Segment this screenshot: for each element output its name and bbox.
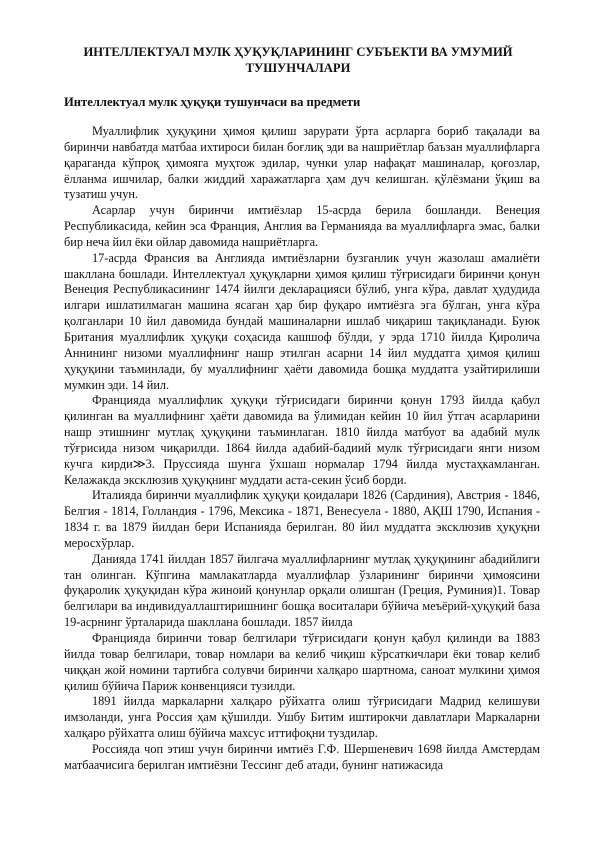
paragraph: Францияда биринчи товар белгилари тўғрисидаги қонун қабул қилинди ва 1883 йилда товар белгилари, товар номлари ва келиб чиқиш кўрсаткичлари ёки товар келиб чиққан жой номини тартибга солувчи биринчи халқаро шартнома, саноат мулкини ҳимоя қилиш бўйича Париж конвенцияси тузилди.	[64, 631, 540, 693]
document-title: ИНТЕЛЛЕКТУАЛ МУЛК ҲУҚУҚЛАРИНИНГ СУБЪЕКТИ ВА УМУМИЙ ТУШУНЧАЛАРИ	[83, 45, 513, 75]
paragraph: Италияда биринчи муаллифлик ҳуқуқи қоидалари 1826 (Сардиния), Австрия - 1846, Белгия - 1814, Голландия - 1796, Мексика - 1871, Венесуела - 1880, АҚШ 1790, Испания - 1834 г. ва 1879 йилдан бери Испанияда берилган. 80 йил муддатга эксклюзив ҳуқуқни меросхўрлар.	[64, 488, 540, 550]
paragraph: 17-асрда Франсия ва Англияда имтиёзларни бузганлик учун жазолаш амалиёти шакллана бошлади. Интеллектуал ҳуқуқларни ҳимоя қилиш тўғрисидаги биринчи қонун Венеция Республикасининг 1474 йилги декларацияси бўлиб, унга кўра, давлат ҳудудида илгари ишлатилмаган машина ясаган ҳар бир фуқаро имтиёзга эга бўлган, унга кўра қолганлари 10 йил давомида бундай машиналарни ишлаб чиқариш тақиқланади. Буюк Британия муаллифлик ҳуқуқи соҳасида кашшоф бўлди, у эрда 1710 йилда Қиролича Аннининг низоми муаллифнинг нашр этилган асарни 14 йил муддатга ҳимоя қилиш ҳуқуқини таъминлади, бу муаллифнинг ҳаёти давомида бошқа муддатга узайтирилиши мумкин эди. 14 йил.	[64, 250, 540, 392]
paragraph: Россияда чоп этиш учун биринчи имтиёз Г.Ф. Шершеневич 1698 йилда Амстердам матбаачисига берилган имтиёзни Тессинг деб атади, бунинг натижасида	[64, 741, 540, 772]
section-heading: Интеллектуал мулк ҳуқуқи тушунчаси ва предмети	[64, 95, 361, 109]
paragraph: Асарлар учун биринчи имтиёзлар 15-асрда берила бошланди. Венеция Республикасида, кейин эса Франция, Англия ва Германияда ва муаллифларга эмас, балки бир неча йил ёки ойлар давомида нашриётларга.	[64, 203, 540, 249]
paragraph: 1891 йилда маркаларни халқаро рўйхатга олиш тўғрисидаги Мадрид келишуви имзоланди, унга Россия ҳам қўшилди. Ушбу Битим иштирокчи давлатлари Маркаларни халқаро рўйхатга олиш бўйича махсус иттифоқни туздилар.	[64, 694, 540, 741]
paragraph: Францияда муаллифлик ҳуқуқи тўғрисидаги биринчи қонун 1793 йилда қабул қилинган ва муаллифнинг ҳаёти давомида ва ўлимидан кейин 10 йил ўтгач асарларини нашр этишнинг мутлақ ҳуқуқини таъминлаган. 1810 йилда матбуот ва адабий мулк тўғрисида низом чиқарилди. 1864 йилда адабий-бадиий мулк тўғрисидаги янги низом кучга кирди≫3. Пруссияда шунга ўхшаш нормалар 1794 йилда мустаҳкамланган. Келажакда эксклюзив ҳуқуқнинг муддати аста-секин ўсиб борди.	[64, 393, 540, 487]
paragraph: Данияда 1741 йилдан 1857 йилгача муаллифларнинг мутлақ ҳуқуқининг абадийлиги тан олинган. Кўпгина мамлакатларда муаллифлар ўзларининг биринчи ҳимоясини фуқаролик ҳуқуқидан кўра жиноий қонунлар орқали олишган (Греция, Руминия)1. Товар белгилари ва индивидуаллаштиришнинг бошқа воситалари бўйича меъёрий-ҳуқуқий база 19-асрнинг ўрталарида шакллана бошлади. 1857 йилда	[64, 551, 540, 630]
paragraph: Муаллифлик ҳуқуқини ҳимоя қилиш зарурати ўрта асрларга бориб тақалади ва биринчи навбатда матбаа ихтироси билан боғлиқ эди ва нашриётлар баъзан муаллифларга қараганда кўпроқ ҳимояга муҳтож эдилар, чунки улар нафақат машиналар, қоғозлар, ёлланма ишчилар, балки жиддий харажатларга ҳам дуч келишган. қўлёзмани ўқиш ва тузатиш учун.	[64, 124, 540, 202]
body-text	[64, 124, 540, 774]
